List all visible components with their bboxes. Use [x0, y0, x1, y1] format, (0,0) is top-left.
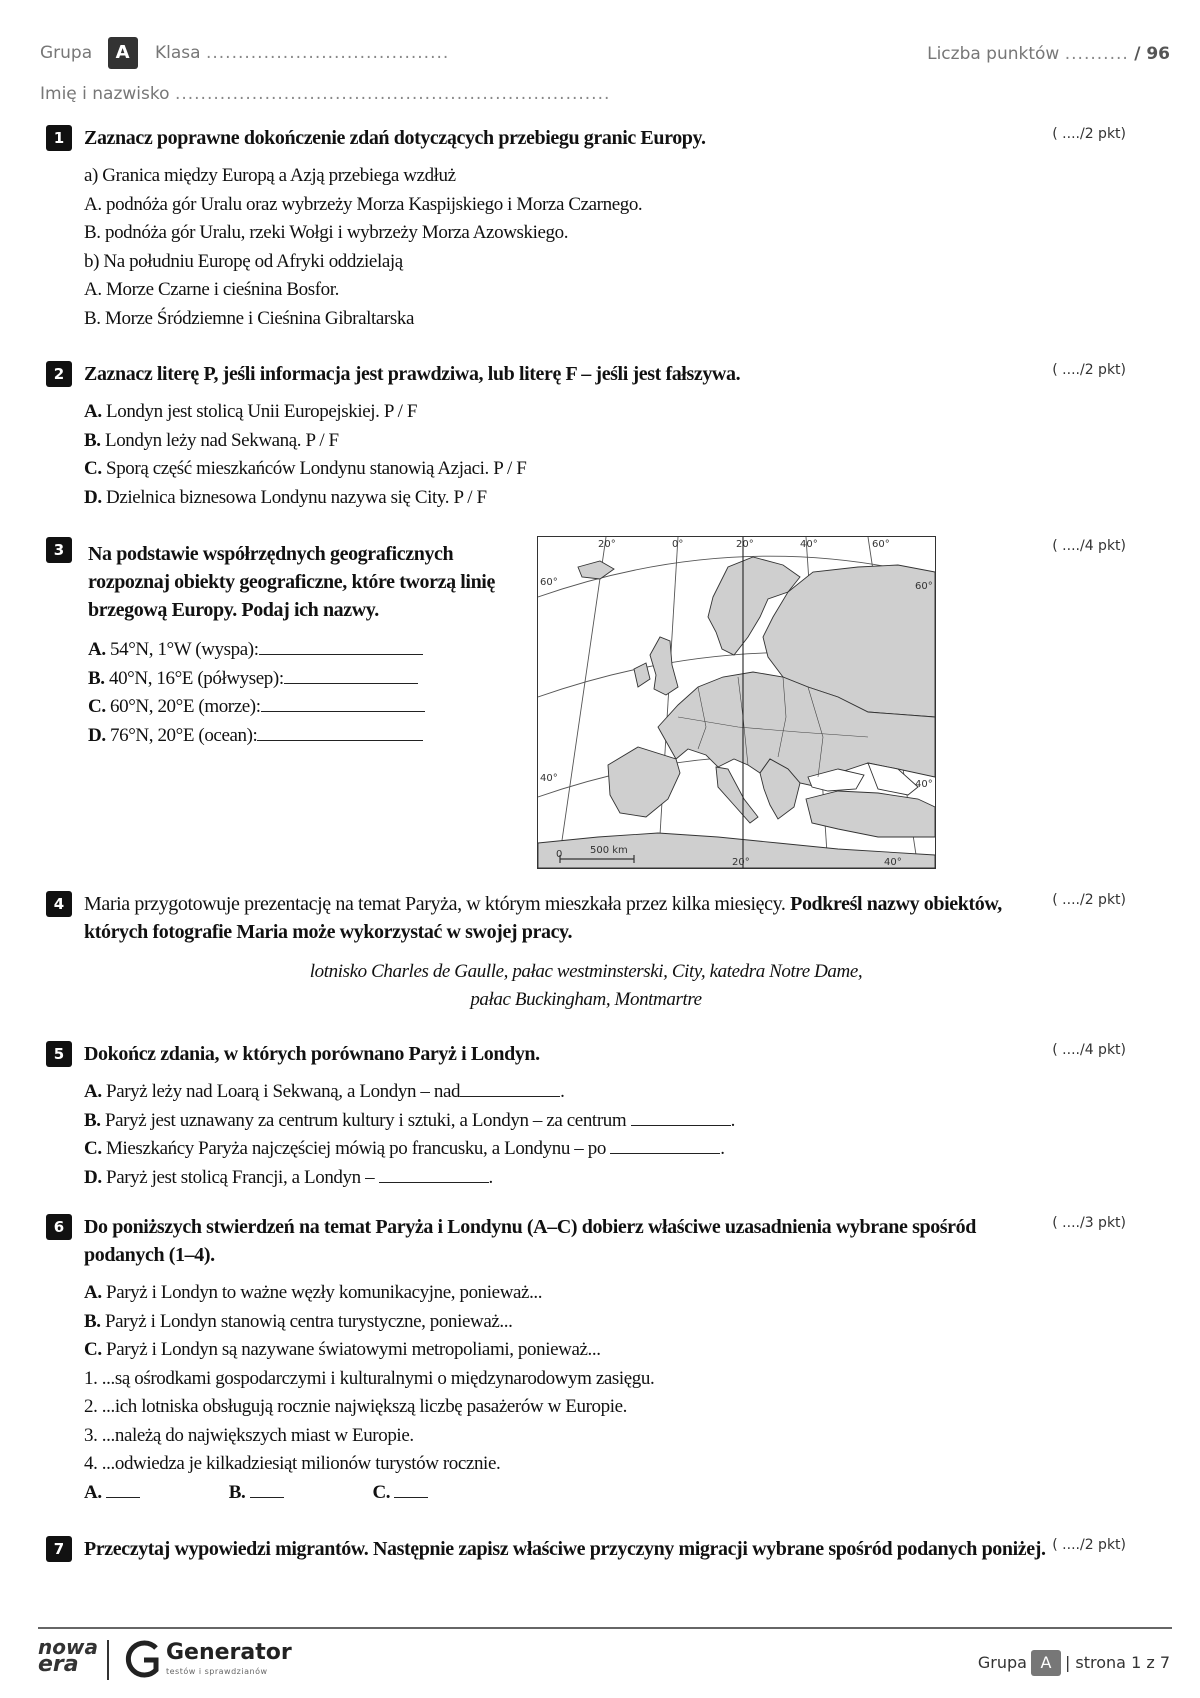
map-label-right: 60°	[915, 581, 933, 592]
logo-separator	[107, 1640, 109, 1680]
map-label-left: 40°	[540, 773, 558, 784]
map-label-top: 60°	[872, 539, 890, 550]
sentence-item: D. Paryż jest stolicą Francji, a Londyn – .	[84, 1164, 735, 1193]
great-britain-shape	[650, 637, 678, 695]
page-number: | strona 1 z 7	[1064, 1653, 1170, 1672]
task-instruction-cont: obiektów, których fotografie Maria może wykorzystać w swojej pracy.	[84, 893, 1002, 943]
generator-logo-subtitle: testów i sprawdzianów	[166, 1667, 268, 1676]
header-points-row	[927, 44, 1170, 64]
sentence-item: A. Paryż leży nad Loarą i Sekwaną, a Londyn – nad .	[84, 1078, 735, 1107]
answer-blank[interactable]	[284, 665, 418, 684]
task-sentences	[84, 1078, 735, 1192]
statement-item: B. Paryż i Londyn stanowią centra turystyczne, ponieważ...	[84, 1310, 513, 1332]
footer-group-badge: A	[1031, 1650, 1061, 1676]
task-instruction: Podkreśl nazwy	[790, 893, 920, 915]
task-intro: Maria przygotowuje prezentację na temat Paryża, w którym mieszkała przez kilka miesięcy.	[84, 893, 786, 915]
footer-page-info: Grupa A | strona 1 z 7	[978, 1650, 1170, 1676]
task-title: Na podstawie współrzędnych geograficznych rozpoznaj obiekty geograficzne, które tworzą linię brzegową Europy. Podaj ich nazwy.	[88, 543, 495, 621]
task-number: 4	[46, 891, 72, 917]
task-points: ( ..../4 pkt)	[1052, 538, 1126, 554]
task-statements	[84, 1279, 654, 1507]
reason-item: 2. ...ich lotniska obsługują rocznie największą liczbę pasażerów w Europie.	[84, 1396, 627, 1417]
coordinate-item: A. 54°N, 1°W (wyspa):	[88, 636, 425, 665]
task-points: ( ..../2 pkt)	[1052, 1537, 1126, 1553]
statement-item[interactable]: A. Londyn jest stolicą Unii Europejskiej. P / F	[84, 401, 418, 422]
answer-blank[interactable]	[394, 1479, 428, 1498]
generator-g-icon	[122, 1638, 162, 1680]
name-field[interactable]: ....................................................................	[174, 84, 611, 104]
group-label: Grupa	[40, 43, 93, 63]
name-label: Imię i nazwisko	[40, 84, 170, 104]
task-coordinates	[88, 636, 425, 750]
task-title	[84, 890, 1054, 946]
points-total: / 96	[1134, 44, 1170, 64]
task-title: Zaznacz poprawne dokończenie zdań dotyczących przebiegu granic Europy.	[84, 127, 706, 149]
meridian-line	[558, 537, 606, 868]
answer-blank[interactable]	[610, 1135, 720, 1154]
option-line[interactable]: A. podnóża gór Uralu oraz wybrzeży Morza Kaspijskiego i Morza Czarnego.	[84, 193, 643, 215]
generator-logo-text: Generator	[166, 1640, 292, 1665]
option-line[interactable]: B. podnóża gór Uralu, rzeki Wołgi i wybrzeży Morza Azowskiego.	[84, 222, 569, 243]
reason-item: 4. ...odwiedza je kilkadziesiąt milionów turystów rocznie.	[84, 1453, 501, 1474]
nowa-era-logo: nowa era	[38, 1635, 98, 1677]
answer-blank[interactable]	[257, 722, 423, 741]
footer-divider	[38, 1627, 1172, 1629]
coordinate-item: B. 40°N, 16°E (półwysep):	[88, 665, 425, 694]
task-number: 1	[46, 125, 72, 151]
sentence-item: C. Mieszkańcy Paryża najczęściej mówią po francusku, a Londynu – po .	[84, 1135, 735, 1164]
option-line[interactable]: A. Morze Czarne i cieśnina Bosfor.	[84, 279, 339, 300]
coordinate-item: C. 60°N, 20°E (morze):	[88, 693, 425, 722]
task-title: Przeczytaj wypowiedzi migrantów. Następnie zapisz właściwe przyczyny migracji wybrane spośród podanych poniżej.	[84, 1538, 1046, 1560]
statement-item[interactable]: C. Sporą część mieszkańców Londynu stanowią Azjaci. P / F	[84, 458, 527, 479]
task-title: Dokończ zdania, w których porównano Paryż i Londyn.	[84, 1043, 540, 1065]
header-name-row	[40, 84, 610, 104]
option-line[interactable]: a) Granica między Europą a Azją przebiega wzdłuż	[84, 165, 456, 186]
task-number: 2	[46, 361, 72, 387]
task-points: ( ..../2 pkt)	[1052, 362, 1126, 378]
task-statements	[84, 398, 526, 512]
points-field[interactable]: ..........	[1064, 44, 1129, 64]
map-label-right: 40°	[915, 779, 933, 790]
iberia-shape	[608, 747, 680, 817]
option-line[interactable]: b) Na południu Europę od Afryki oddzielają	[84, 250, 403, 272]
task-number: 7	[46, 1536, 72, 1562]
scale-label: 500 km	[590, 845, 628, 856]
task-number: 3	[46, 537, 72, 563]
meridian-line	[658, 537, 678, 868]
reason-item: 3. ...należą do największych miast w Europie.	[84, 1424, 414, 1446]
option-line[interactable]: B. Morze Śródziemne i Cieśnina Gibraltarska	[84, 307, 414, 329]
task-points: ( ..../3 pkt)	[1052, 1215, 1126, 1231]
map-label-top: 0°	[672, 539, 684, 550]
task-points: ( ..../4 pkt)	[1052, 1042, 1126, 1058]
answer-blank[interactable]	[259, 636, 423, 655]
statement-item: A. Paryż i Londyn to ważne węzły komunikacyjne, ponieważ...	[84, 1282, 543, 1303]
answer-blank[interactable]	[106, 1479, 140, 1498]
europe-map-svg	[538, 537, 935, 868]
coordinate-item: D. 76°N, 20°E (ocean):	[88, 722, 425, 751]
statement-item[interactable]: B. Londyn leży nad Sekwaną. P / F	[84, 429, 339, 451]
points-label: Liczba punktów	[927, 44, 1060, 64]
task-options	[84, 162, 642, 333]
answer-blank[interactable]	[460, 1078, 560, 1097]
group-badge: A	[108, 37, 138, 69]
class-label: Klasa	[154, 43, 201, 63]
sentence-item: B. Paryż jest uznawany za centrum kultury i sztuki, a Londyn – za centrum .	[84, 1107, 735, 1136]
header-group-row	[40, 37, 449, 69]
answer-blank[interactable]	[250, 1479, 284, 1498]
statement-item[interactable]: D. Dzielnica biznesowa Londynu nazywa się City. P / F	[84, 486, 487, 508]
task-number: 6	[46, 1214, 72, 1240]
answer-blank[interactable]	[379, 1164, 489, 1183]
answer-blank[interactable]	[631, 1107, 731, 1126]
task-points: ( ..../2 pkt)	[1052, 892, 1126, 908]
task-number: 5	[46, 1041, 72, 1067]
europe-map	[537, 536, 936, 869]
reason-item: 1. ...są ośrodkami gospodarczymi i kulturalnymi o międzynarodowym zasięgu.	[84, 1367, 655, 1389]
task-points: ( ..../2 pkt)	[1052, 126, 1126, 142]
answer-row: A. B. C.	[84, 1479, 654, 1508]
answer-blank[interactable]	[261, 693, 425, 712]
options-line[interactable]: pałac Buckingham, Montmartre	[470, 989, 702, 1010]
task-title: Zaznacz literę P, jeśli informacja jest prawdziwa, lub literę F – jeśli jest fałszywa.	[84, 363, 741, 385]
map-label-bottom: 20°	[732, 857, 750, 868]
options-line[interactable]: lotnisko Charles de Gaulle, pałac westminsterski, City, katedra Notre Dame,	[309, 961, 863, 982]
map-label-bottom: 40°	[884, 857, 902, 868]
map-label-top: 20°	[598, 539, 616, 550]
map-label-top: 20°	[736, 539, 754, 550]
map-label-left: 60°	[540, 577, 558, 588]
statement-item: C. Paryż i Londyn są nazywane światowymi metropoliami, ponieważ...	[84, 1339, 601, 1360]
task-title: Do poniższych stwierdzeń na temat Paryża i Londynu (A–C) dobierz właściwe uzasadnienia wybrane spośród podanych (1–4).	[84, 1216, 976, 1266]
class-field[interactable]: ......................................	[205, 43, 450, 63]
italy-shape	[716, 767, 758, 823]
map-label-top: 40°	[800, 539, 818, 550]
scale-zero: 0	[556, 849, 563, 860]
